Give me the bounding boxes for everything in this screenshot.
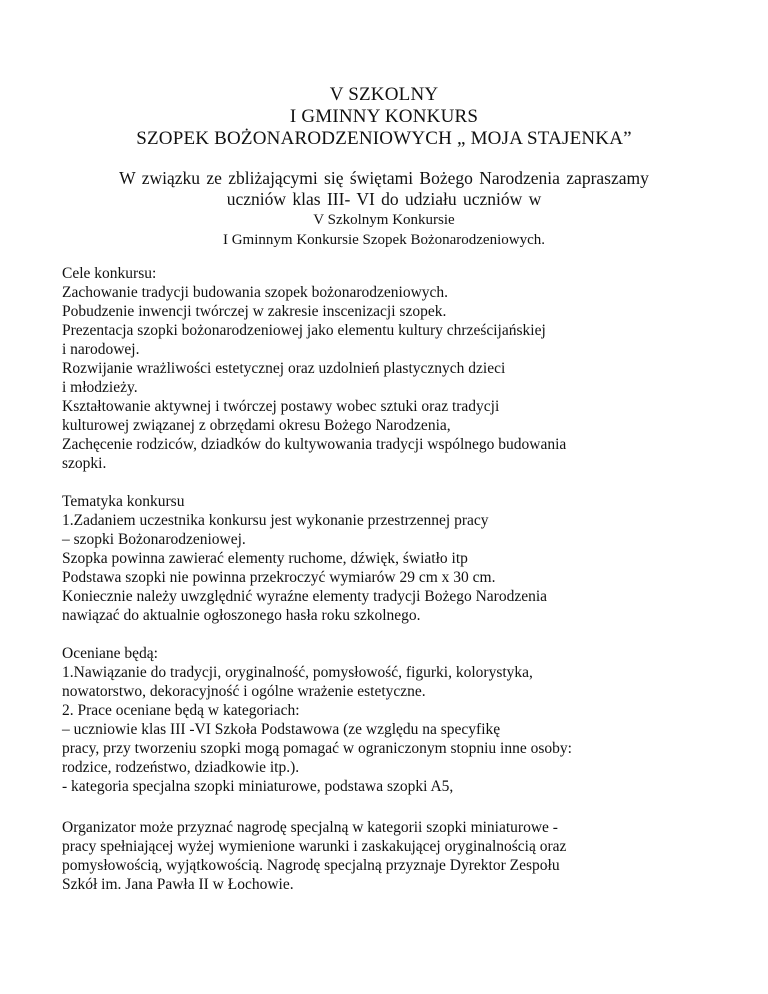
text-line: 1.Nawiązanie do tradycji, oryginalność, pomysłowość, figurki, kolorystyka,	[62, 664, 533, 681]
section-heading: Cele konkursu:	[62, 265, 157, 282]
intro-line-3: V Szkolnym Konkursie	[313, 212, 455, 228]
text-line: rodzice, rodzeństwo, dziadkowie itp.).	[62, 759, 300, 776]
text-line: Pobudzenie inwencji twórczej w zakresie inscenizacji szopek.	[62, 303, 447, 320]
section-tematyka-konkursu	[62, 492, 752, 625]
text-line: 2. Prace oceniane będą w kategoriach:	[62, 702, 300, 719]
text-line: pracy, przy tworzeniu szopki mogą pomagać w ograniczonym stopniu inne osoby:	[62, 740, 572, 757]
text-line: Organizator może przyznać nagrodę specjalną w kategorii szopki miniaturowe -	[62, 819, 558, 836]
text-line: Koniecznie należy uwzględnić wyraźne elementy tradycji Bożego Narodzenia	[62, 588, 548, 605]
text-line: – uczniowie klas III -VI Szkoła Podstawowa (ze względu na specyfikę	[62, 721, 501, 738]
section-heading: Tematyka konkursu	[62, 493, 185, 510]
intro-line-1: W związku ze zbliżającymi się świętami Bożego Narodzenia zapraszamy	[119, 168, 649, 188]
intro-paragraph	[0, 168, 768, 250]
text-line: i młodzieży.	[62, 379, 138, 396]
text-line: szopki.	[62, 455, 107, 472]
title-line-3: SZOPEK BOŻONARODZENIOWYCH „ MOJA STAJENKA”	[136, 128, 632, 149]
text-line: Zachowanie tradycji budowania szopek bożonarodzeniowych.	[62, 284, 449, 301]
title-line-1: V SZKOLNY	[329, 84, 439, 105]
text-line: Szopka powinna zawierać elementy ruchome, dźwięk, światło itp	[62, 550, 468, 567]
document-title	[0, 84, 768, 150]
section-organizator	[62, 818, 752, 894]
text-line: nowatorstwo, dekoracyjność i ogólne wrażenie estetyczne.	[62, 683, 426, 700]
title-line-2: I GMINNY KONKURS	[289, 106, 479, 127]
section-cele-konkursu	[62, 264, 752, 473]
text-line: pracy spełniającej wyżej wymienione warunki i zaskakującej oryginalnością oraz	[62, 838, 567, 855]
section-oceniane-beda	[62, 644, 752, 796]
intro-line-2: uczniów klas III- VI do udziału uczniów w	[226, 189, 542, 209]
text-line: i narodowej.	[62, 341, 140, 358]
intro-line-4: I Gminnym Konkursie Szopek Bożonarodzeniowych.	[222, 232, 546, 248]
text-line: Podstawa szopki nie powinna przekroczyć wymiarów 29 cm x 30 cm.	[62, 569, 496, 586]
section-heading: Oceniane będą:	[62, 645, 158, 662]
text-line: pomysłowością, wyjątkowością. Nagrodę specjalną przyznaje Dyrektor Zespołu	[62, 857, 560, 874]
text-line: nawiązać do aktualnie ogłoszonego hasła roku szkolnego.	[62, 607, 421, 624]
text-line: Prezentacja szopki bożonarodzeniowej jako elementu kultury chrześcijańskiej	[62, 322, 546, 339]
text-line: kulturowej związanej z obrzędami okresu Bożego Narodzenia,	[62, 417, 451, 434]
text-line: Szkół im. Jana Pawła II w Łochowie.	[62, 876, 294, 893]
text-line: - kategoria specjalna szopki miniaturowe, podstawa szopki A5,	[62, 778, 454, 795]
text-line: – szopki Bożonarodzeniowej.	[62, 531, 246, 548]
text-line: Kształtowanie aktywnej i twórczej postawy wobec sztuki oraz tradycji	[62, 398, 500, 415]
text-line: 1.Zadaniem uczestnika konkursu jest wykonanie przestrzennej pracy	[62, 512, 489, 529]
text-line: Rozwijanie wrażliwości estetycznej oraz uzdolnień plastycznych dzieci	[62, 360, 506, 377]
text-line: Zachęcenie rodziców, dziadków do kultywowania tradycji wspólnego budowania	[62, 436, 567, 453]
